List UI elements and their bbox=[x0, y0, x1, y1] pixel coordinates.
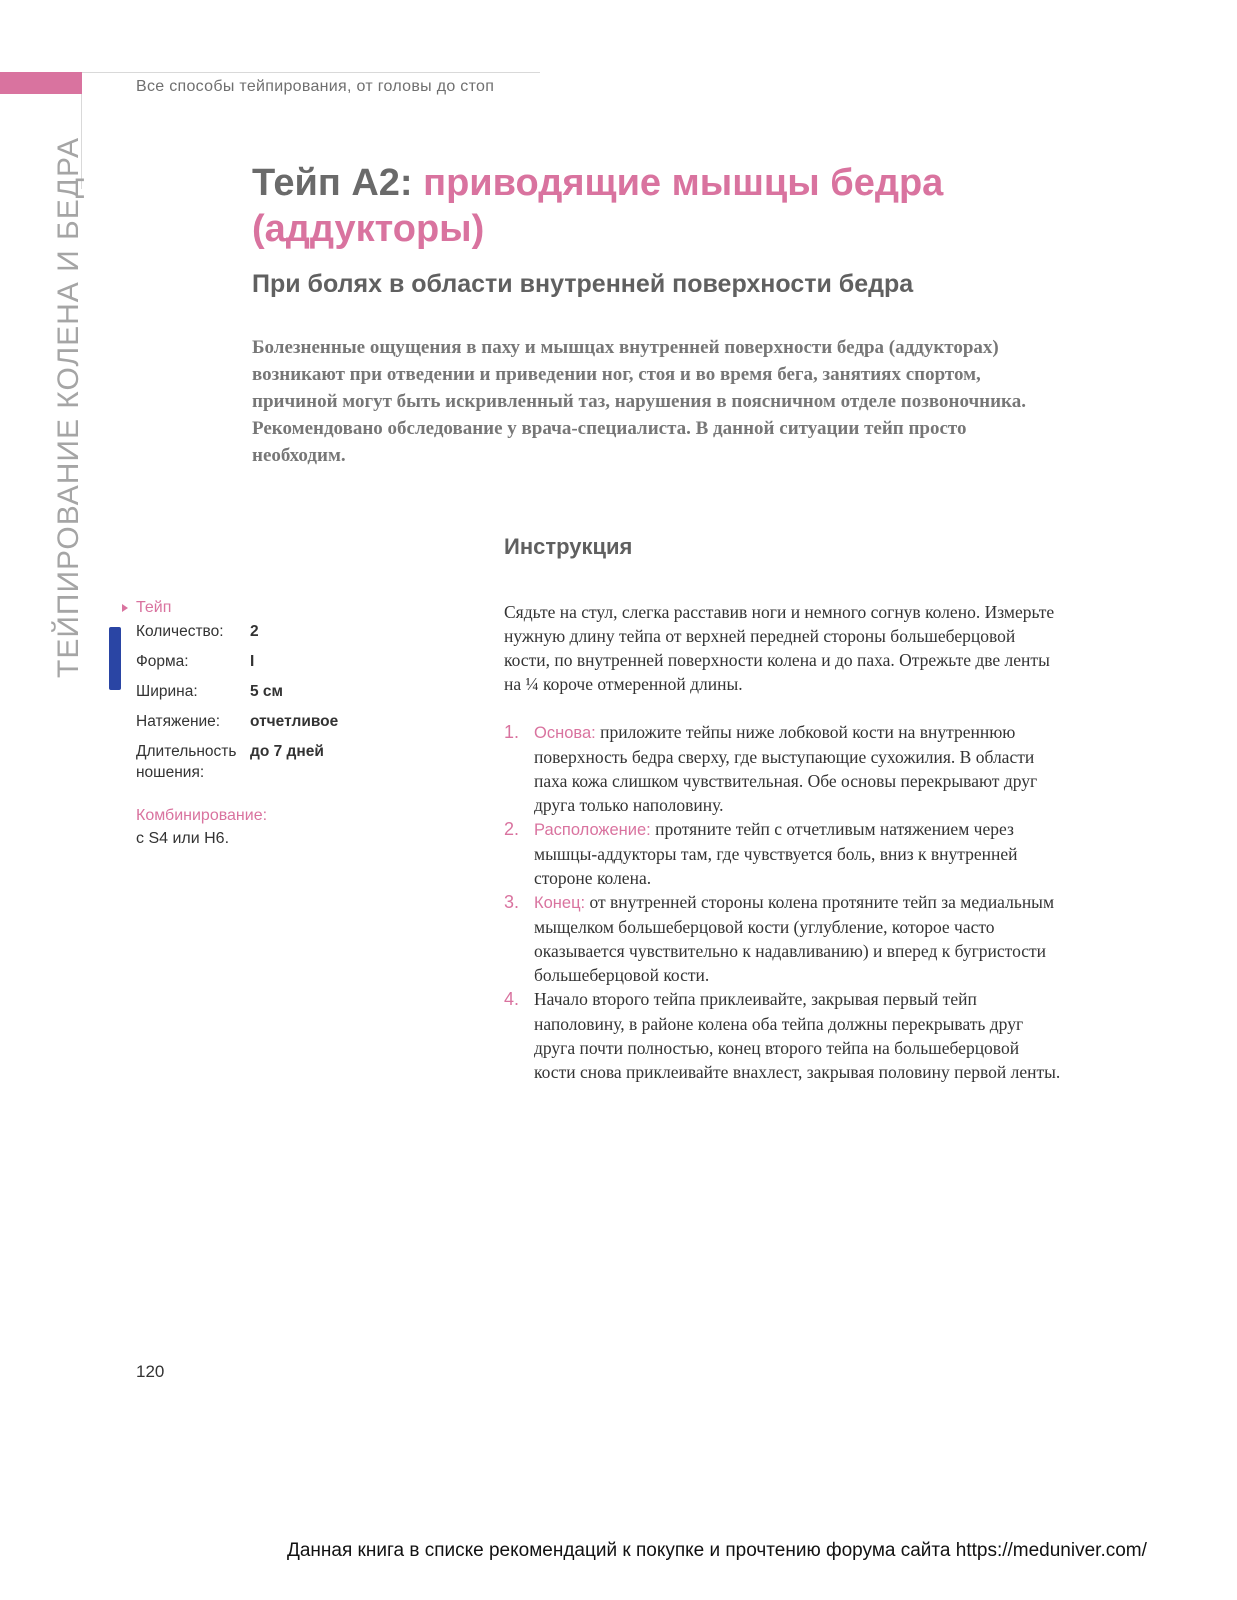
step-item bbox=[504, 987, 1064, 1084]
step-number: 4. bbox=[504, 989, 520, 1009]
step-text: приложите тейпы ниже лобковой кости на внутреннюю поверхность бедра сверху, где выступающие сухожилия. В области паха кожа слишком чувствительная. Обе основы перекрывают друг друга только наполовину. bbox=[534, 722, 1038, 815]
step-label: Расположение: bbox=[534, 821, 651, 839]
step-text: протяните тейп с отчетливым натяжением через мышцы-аддукторы там, где чувствуется боль, вниз к внутренней стороне колена. bbox=[534, 819, 1018, 888]
spec-key: Длительность ношения: bbox=[136, 743, 237, 781]
spec-key: Количество: bbox=[136, 623, 224, 640]
instruction-heading: Инструкция bbox=[504, 534, 633, 559]
tape-specs bbox=[136, 618, 338, 786]
step-number: 1. bbox=[504, 722, 520, 742]
spec-row bbox=[136, 648, 338, 678]
page-subtitle: При болях в области внутренней поверхности бедра bbox=[252, 270, 914, 298]
step-text: Начало второго тейпа приклеивайте, закрывая первый тейп наполовину, в районе колена оба тейпа должны перекрывать друг друга почти полностью, конец второго тейпа на большеберцовой кости снова приклеивайте внахлест, закрывая половину первой ленты. bbox=[534, 989, 1061, 1082]
combination-label: Комбинирование: bbox=[136, 807, 268, 824]
title-prefix: Тейп A2: bbox=[252, 162, 424, 204]
spec-value: 2 bbox=[250, 623, 259, 640]
spec-value: до 7 дней bbox=[250, 743, 324, 760]
combination-text: с S4 или H6. bbox=[136, 830, 230, 847]
tape-color-swatch bbox=[109, 627, 121, 690]
tape-label bbox=[122, 599, 171, 617]
spec-value: I bbox=[250, 653, 255, 670]
instruction-text: Сядьте на стул, слегка расставив ноги и немного согнув колено. Измерьте нужную длину тейпа от верхней передней стороны большеберцовой кости, по внутренней поверхности колена и до паха. Отрежьте две ленты на ¼ короче отмеренной длины. bbox=[504, 602, 1055, 694]
step-number: 3. bbox=[504, 892, 520, 912]
running-head: Все способы тейпирования, от головы до стоп bbox=[136, 78, 495, 95]
step-number: 2. bbox=[504, 819, 520, 839]
spec-key: Форма: bbox=[136, 653, 189, 670]
section-color-tab bbox=[0, 72, 82, 94]
step-item bbox=[504, 817, 1064, 890]
spec-row bbox=[136, 738, 338, 786]
step-text: от внутренней стороны колена протяните тейп за медиальным мыщелком большеберцовой кости (углубление, которое часто оказывается чувствительно к надавливанию) и вперед к бугристости большеберцовой кости. bbox=[534, 892, 1055, 985]
spec-key: Натяжение: bbox=[136, 713, 221, 730]
spec-row bbox=[136, 618, 338, 648]
header-rule bbox=[82, 72, 540, 73]
step-label: Конец: bbox=[534, 894, 586, 912]
section-vertical-label: ТЕЙПИРОВАНИЕ КОЛЕНА И БЕДРА bbox=[52, 136, 85, 678]
page-number: 120 bbox=[136, 1362, 165, 1381]
title-highlight: приводящие мышцы бедра (аддукторы) bbox=[252, 162, 944, 250]
step-item bbox=[504, 720, 1064, 817]
spec-row bbox=[136, 678, 338, 708]
page-title bbox=[252, 160, 1092, 252]
spec-value: отчетливое bbox=[250, 713, 339, 730]
intro-paragraph: Болезненные ощущения в паху и мышцах внутренней поверхности бедра (аддукторах) возникают при отведении и приведении ног, стоя и во время бега, занятиях спортом, причиной могут быть искривленный таз, нарушения в поясничном отделе позвоночника. Рекомендовано обследование у врача-специалиста. В данной ситуации тейп просто необходим. bbox=[252, 337, 1026, 466]
triangle-bullet-icon bbox=[122, 604, 128, 612]
instruction-steps bbox=[504, 720, 1064, 1084]
spec-key: Ширина: bbox=[136, 683, 198, 700]
step-item bbox=[504, 890, 1064, 987]
footer-note: Данная книга в списке рекомендаций к покупке и прочтению форума сайта https://meduniver.com/ bbox=[287, 1540, 1147, 1561]
spec-row bbox=[136, 708, 338, 738]
step-label: Основа: bbox=[534, 724, 596, 742]
spec-value: 5 см bbox=[250, 683, 284, 700]
tape-label-text: Тейп bbox=[136, 599, 172, 616]
